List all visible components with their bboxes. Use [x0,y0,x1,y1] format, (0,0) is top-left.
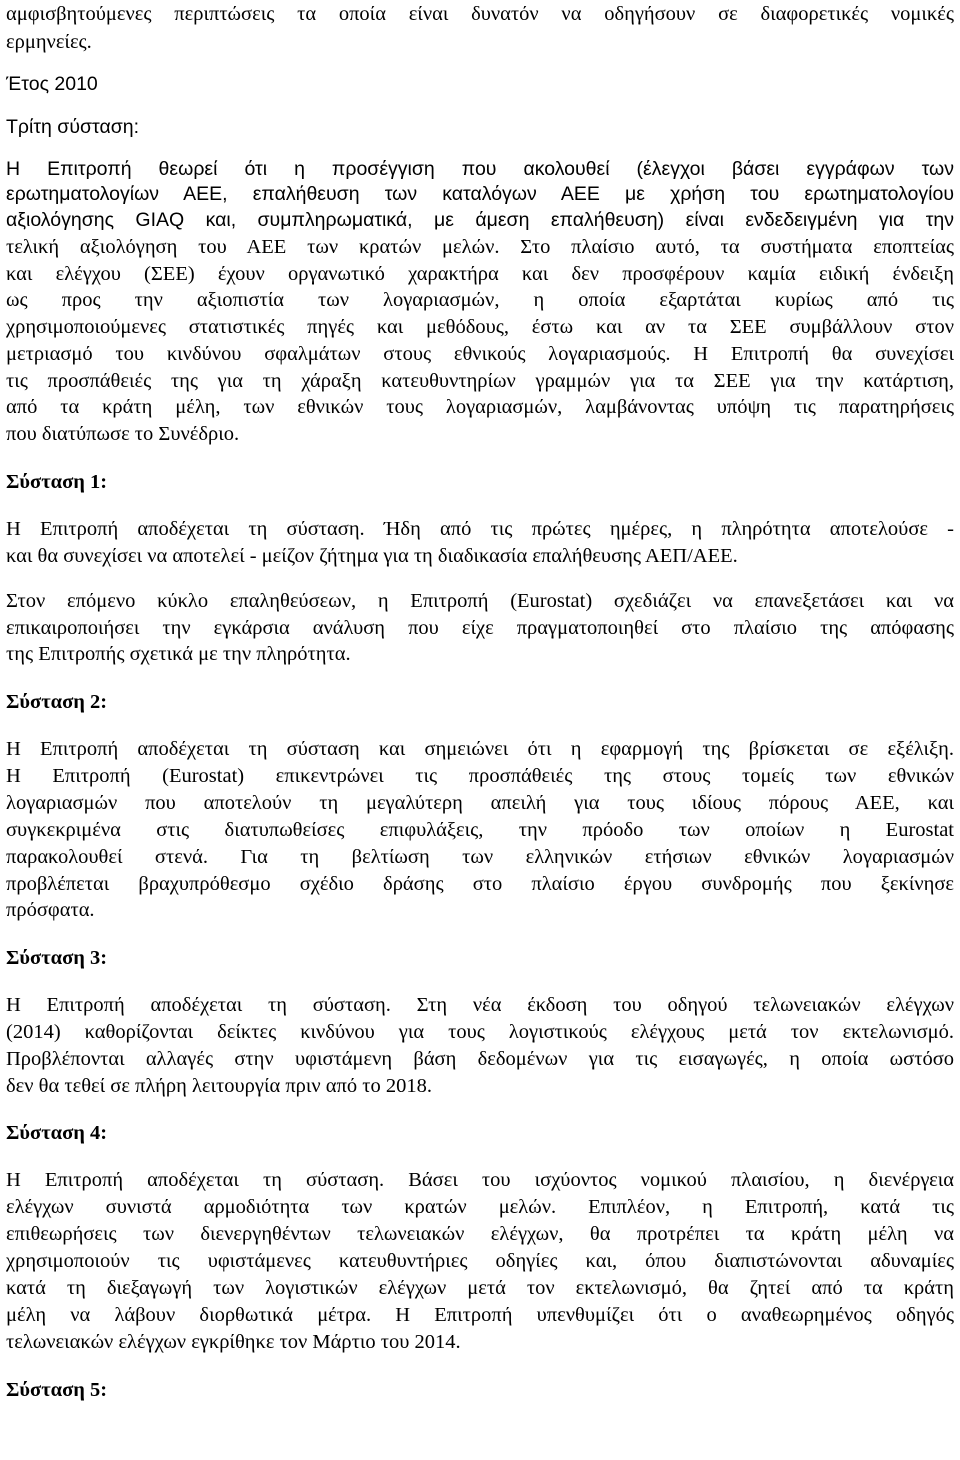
text-line: αξιολόγησης GIAQ και, συμπληρωματικά, με άμεση επαλήθευση) είναι ενδεδειγμένη για την [6,209,954,231]
text-line: συγκεκριμένα στις διατυπωθείσες επιφυλάξεις, την πρόοδο των οποίων η Eurostat [6,819,954,841]
text-line: Η Επιτροπή αποδέχεται τη σύσταση. Στη νέα έκδοση του οδηγού τελωνειακών ελέγχων [6,994,954,1016]
text-line: που διατύπωσε το Συνέδριο. [6,423,240,445]
text-line: τελωνειακών ελέγχων εγκρίθηκε τον Μάρτιο του 2014. [6,1331,461,1353]
text-line: από τα κράτη μέλη, των εθνικών τους λογαριασμών, λαμβάνοντας υπόψη τις παρατηρήσεις [6,396,954,418]
text-line: ερωτηματολογίων ΑΕΕ, επαλήθευση των καταλόγων ΑΕΕ με χρήση του ερωτηματολογίου [6,183,954,205]
section-heading: Σύσταση 3: [6,947,108,969]
text-line: (2014) καθορίζονται δείκτες κινδύνου για τους λογιστικούς ελέγχους μετά τον εκτελωνισμό. [6,1021,954,1043]
text-line: πρόσφατα. [6,899,95,921]
text-line: χρησιμοποιούμενες στατιστικές πηγές και μεθόδους, έστω και αν τα ΣΕΕ συμβάλλουν στον [6,316,954,338]
text-line: μετριασμό του κινδύνου σφαλμάτων στους εθνικούς λογαριασμούς. Η Επιτροπή θα συνεχίσει [6,343,954,365]
section-heading: Σύσταση 5: [6,1379,108,1401]
text-line: επικαιροποιήσει την εγκάρσια ανάλυση που είχε πραγματοποιηθεί στο πλαίσιο της απόφασης [6,617,954,639]
text-line: Προβλέπονται αλλαγές στην υφιστάμενη βάση δεδομένων για τις εισαγωγές, η οποία ωστόσο [6,1048,954,1070]
text-line: και ελέγχου (ΣΕΕ) έχουν οργανωτικό χαρακτήρα και δεν προσφέρουν καμία ειδική ένδειξη [6,263,954,285]
text-line: προβλέπεται βραχυπρόθεσμο σχέδιο δράσης στο πλαίσιο έργου συνδρομής που ξεκίνησε [6,873,954,895]
section-heading: Σύσταση 4: [6,1122,108,1144]
text-line: δεν θα τεθεί σε πλήρη λειτουργία πριν από το 2018. [6,1075,433,1097]
text-line: Έτος 2010 [6,73,98,95]
text-line: αμφισβητούμενες περιπτώσεις τα οποία είναι δυνατόν να οδηγήσουν σε διαφορετικές νομικές [6,3,954,25]
text-line: Η Επιτροπή θεωρεί ότι η προσέγγιση που ακολουθεί (έλεγχοι βάσει εγγράφων των [6,158,954,180]
text-line: και θα συνεχίσει να αποτελεί - μείζον ζήτημα για τη διαδικασία επαλήθευσης ΑΕΠ/ΑΕΕ. [6,545,738,567]
text-line: ερμηνείες. [6,31,92,53]
text-line: Τρίτη σύσταση: [6,116,140,138]
text-line: τελική αξιολόγηση του ΑΕΕ των κρατών μελών. Στο πλαίσιο αυτό, τα συστήματα εποπτείας [6,236,954,258]
text-line: της Επιτροπής σχετικά με την πληρότητα. [6,643,351,665]
text-line: ως προς την αξιοπιστία των λογαριασμών, η οποία εξαρτάται κυρίως από τις [6,289,954,311]
text-line: ελέγχων συνιστά αρμοδιότητα των κρατών μελών. Επιπλέον, η Επιτροπή, κατά τις [6,1196,954,1218]
text-line: Η Επιτροπή (Eurostat) επικεντρώνει τις προσπάθειές της στους τομείς των εθνικών [6,765,954,787]
text-line: Στον επόμενο κύκλο επαληθεύσεων, η Επιτροπή (Eurostat) σχεδιάζει να επανεξετάσει και να [6,590,954,612]
text-line: τις προσπάθειές της για τη χάραξη κατευθυντηρίων γραμμών για τα ΣΕΕ για την κατάρτιση, [6,370,954,392]
section-heading: Σύσταση 1: [6,471,108,493]
text-line: κατά τη διεξαγωγή των λογιστικών ελέγχων μετά τον εκτελωνισμό, θα ζητεί από τα κράτη [6,1277,954,1299]
text-line: χρησιμοποιούν τις υφιστάμενες κατευθυντήριες οδηγίες και, όπου διαπιστώνονται αδυναμίες [6,1250,954,1272]
text-line: μέλη να λάβουν διορθωτικά μέτρα. Η Επιτροπή υπενθυμίζει ότι ο αναθεωρημένος οδηγός [6,1304,954,1326]
text-line: λογαριασμών που αποτελούν τη μεγαλύτερη απειλή για τους ιδίους πόρους ΑΕΕ, και [6,792,954,814]
text-line: επιθεωρήσεις των διενεργηθέντων τελωνειακών ελέγχων, θα προτρέπει τα κράτη μέλη να [6,1223,954,1245]
section-heading: Σύσταση 2: [6,691,108,713]
text-line: παρακολουθεί στενά. Για τη βελτίωση των ελληνικών ετήσιων εθνικών λογαριασμών [6,846,954,868]
text-line: Η Επιτροπή αποδέχεται τη σύσταση. Βάσει του ισχύοντος νομικού πλαισίου, η διενέργεια [6,1169,954,1191]
text-line: Η Επιτροπή αποδέχεται τη σύσταση. Ήδη από τις πρώτες ημέρες, η πληρότητα αποτελούσε - [6,518,954,540]
text-line: Η Επιτροπή αποδέχεται τη σύσταση και σημειώνει ότι η εφαρμογή της βρίσκεται σε εξέλιξη. [6,738,954,760]
